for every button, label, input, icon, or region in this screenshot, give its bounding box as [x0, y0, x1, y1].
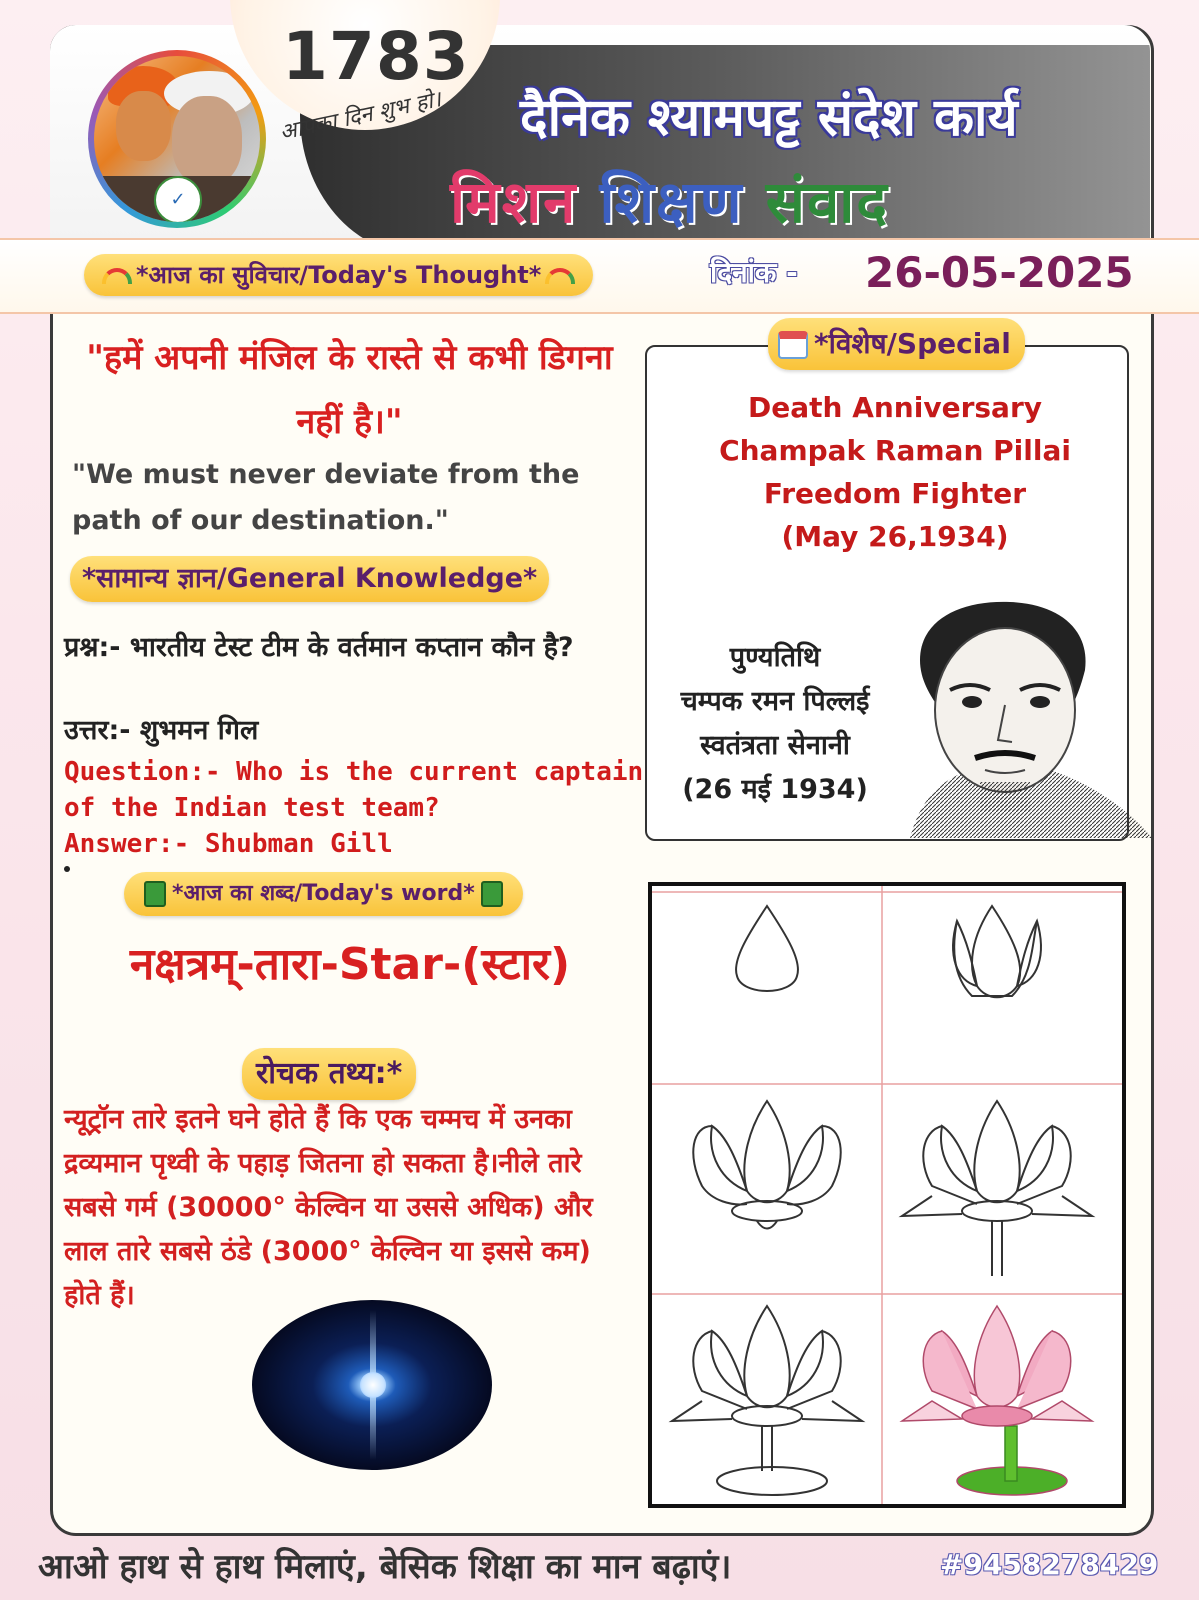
- logo-portraits: [94, 56, 260, 222]
- gk-question-hindi: प्रश्न:- भारतीय टेस्ट टीम के वर्तमान कप्तान कौन है?: [64, 632, 574, 663]
- special-line-2: Champak Raman Pillai: [719, 434, 1071, 467]
- book-icon: [144, 881, 166, 907]
- fact-text: न्यूट्रॉन तारे इतने घने होते हैं कि एक चम्मच में उनका द्रव्यमान पृथ्वी के पहाड़ जितना हो सकता है।नीले तारे सबसे गर्म (30000° केल्विन या उससे अधिक) और लाल तारे सबसे ठंडे (3000° केल्विन या इससे कम) होते हैं।: [64, 1104, 593, 1311]
- thought-label-text: *आज का सुविचार/Today's Thought*: [136, 261, 542, 289]
- gk-answer-english: Answer:- Shubman Gill: [64, 829, 393, 859]
- footer-phone: #9458278429: [940, 1548, 1159, 1581]
- book-icon: [481, 881, 503, 907]
- special-label-text: *विशेष/Special: [814, 327, 1011, 360]
- word-of-day: नक्षत्रम्-तारा-Star-(स्टार): [129, 939, 571, 990]
- special-line-1: Death Anniversary: [748, 391, 1042, 424]
- subtitle-word-3: संवाद: [765, 168, 890, 236]
- footer-slogan: आओ हाथ से हाथ मिलाएं, बेसिक शिक्षा का मान बढ़ाएं।: [38, 1547, 732, 1587]
- logo: [88, 50, 266, 228]
- special-hi-line-3: स्वतंत्रता सेनानी: [700, 730, 850, 761]
- issue-number: 1783: [282, 18, 470, 95]
- gk-english: [64, 754, 654, 862]
- star-core: [360, 1372, 386, 1398]
- special-hi-line-4: (26 मई 1934): [682, 774, 868, 805]
- subtitle-word-2: शिक्षण: [599, 168, 744, 236]
- subtitle-word-1: मिशन: [450, 168, 578, 236]
- lotus-step-3: [693, 1101, 840, 1229]
- quote-english: "We must never deviate from the path of our destination.": [72, 459, 580, 536]
- lotus-step-4: [902, 1101, 1092, 1276]
- gk-question-english: Question:- Who is the current captain of the Indian test team?: [64, 757, 644, 823]
- logo-face-right: [172, 96, 242, 186]
- date-label: दिनांक -: [710, 256, 798, 289]
- lotus-step-2: [953, 906, 1041, 997]
- lotus-steps-svg: [652, 886, 1122, 1504]
- thought-label: [84, 254, 593, 296]
- special-hi-line-1: पुण्यतिथि: [729, 642, 821, 673]
- word-label-text: *आज का शब्द/Today's word*: [172, 881, 475, 906]
- portrait-svg: [880, 600, 1152, 838]
- rainbow-icon: [102, 268, 132, 284]
- page-subtitle: [450, 160, 889, 239]
- logo-face-left: [116, 91, 171, 161]
- lotus-drawing-steps: [648, 882, 1126, 1508]
- calendar-icon: [778, 331, 808, 359]
- word-label: [124, 872, 523, 916]
- lotus-step-6: [902, 1306, 1092, 1495]
- neutron-star-image: [252, 1300, 492, 1470]
- page-title: दैनिक श्यामपट्ट संदेश कार्य: [520, 87, 1018, 148]
- special-hindi: [650, 636, 900, 812]
- portrait-sketch: [880, 600, 1152, 838]
- special-line-3: Freedom Fighter: [763, 477, 1027, 510]
- special-hi-line-2: चम्पक रमन पिल्लई: [680, 686, 870, 717]
- special-line-4: (May 26,1934): [781, 520, 1009, 553]
- lotus-step-1: [736, 906, 798, 991]
- logo-emblem-icon: ✓: [154, 176, 202, 222]
- gk-answer-hindi: उत्तर:- शुभमन गिल: [64, 715, 259, 746]
- special-english: [660, 386, 1130, 558]
- rainbow-icon: [545, 268, 575, 284]
- greeting-text: आपका दिन शुभ हो।: [277, 87, 444, 146]
- fact-label: रोचक तथ्य:*: [242, 1048, 416, 1100]
- quote-hindi: "हमें अपनी मंजिल के रास्ते से कभी डिगना नहीं है।": [86, 338, 613, 442]
- date-value: 26-05-2025: [865, 248, 1134, 297]
- special-label: [768, 318, 1025, 370]
- lotus-step-5: [672, 1306, 862, 1495]
- gk-label: *सामान्य ज्ञान/General Knowledge*: [70, 556, 549, 602]
- bullet-dot: [64, 866, 70, 872]
